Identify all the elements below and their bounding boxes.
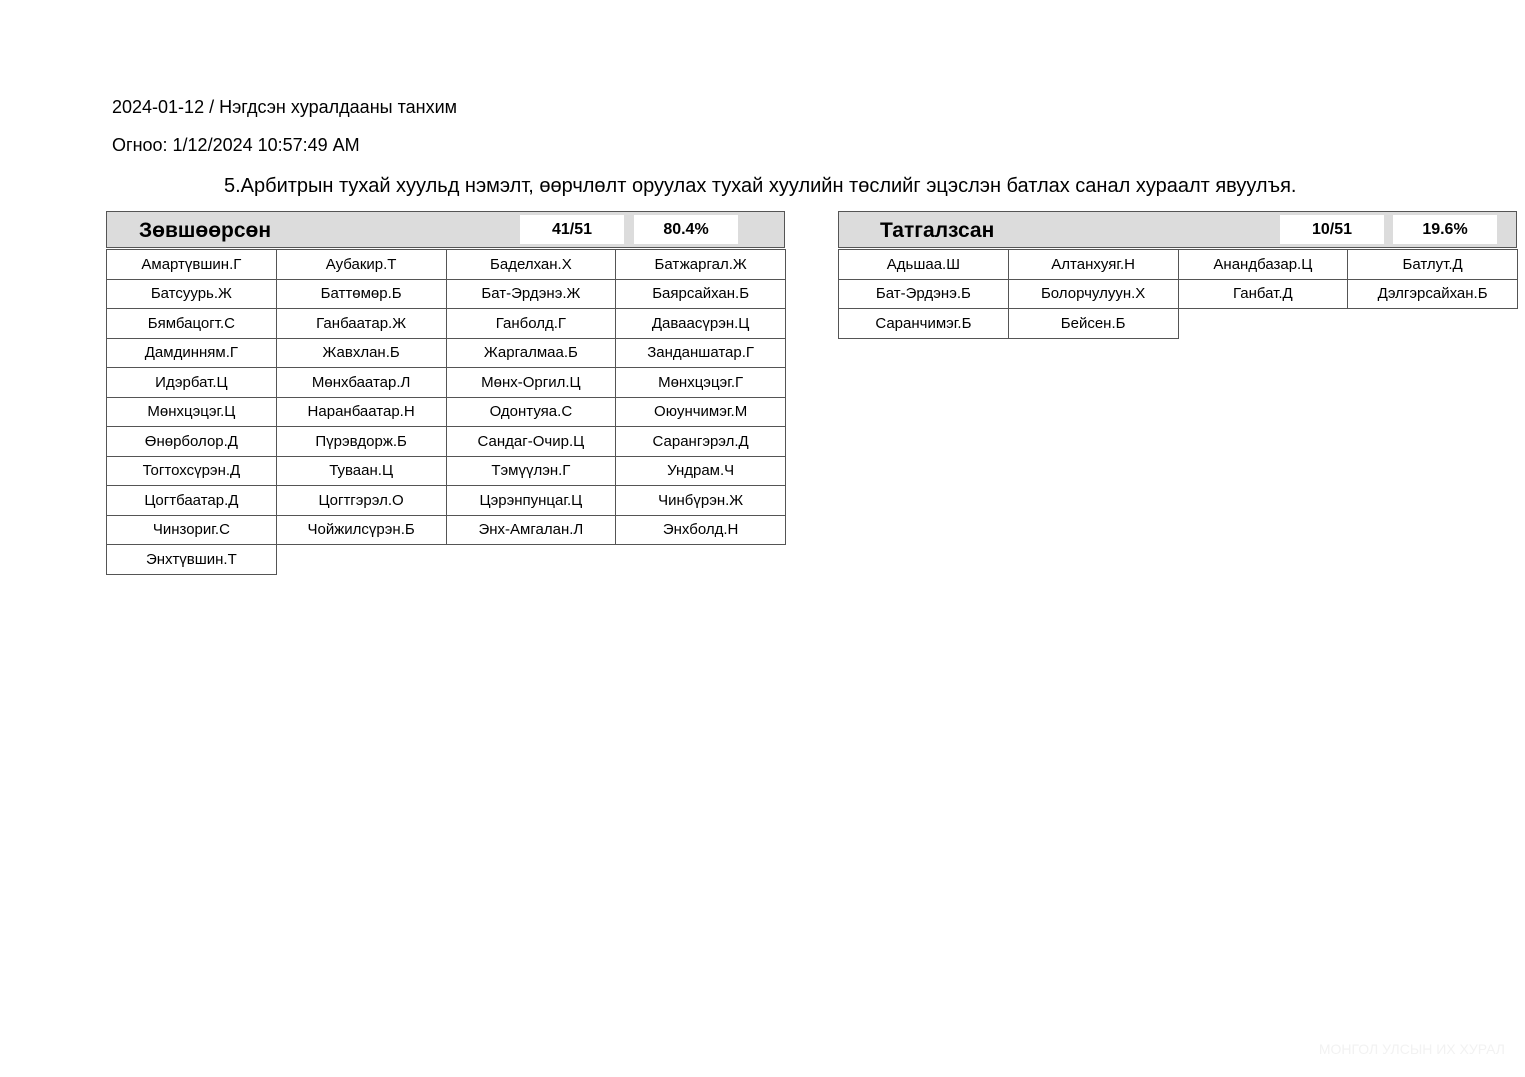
approved-name-cell: Өнөрболор.Д [106,426,277,457]
approved-name-cell: Баделхан.Х [446,249,617,280]
approved-name-cell: Сарангэрэл.Д [615,426,786,457]
approved-name-cell: Дамдинням.Г [106,338,277,369]
approved-name-cell: Тэмүүлэн.Г [446,456,617,487]
approved-name-cell: Цогтбаатар.Д [106,485,277,516]
approved-name-cell: Даваасүрэн.Ц [615,308,786,339]
rejected-name-cell: Алтанхуяг.Н [1008,249,1179,280]
approved-name-cell: Наранбаатар.Н [276,397,447,428]
approved-name-cell: Энхтүвшин.Т [106,544,277,575]
approved-name-cell: Цэрэнпунцаг.Ц [446,485,617,516]
approved-name-cell: Туваан.Ц [276,456,447,487]
approved-percent: 80.4% [634,215,738,244]
rejected-name-cell: Болорчулуун.Х [1008,279,1179,310]
approved-name-cell: Жавхлан.Б [276,338,447,369]
approved-name-cell: Занданшатар.Г [615,338,786,369]
rejected-percent: 19.6% [1393,215,1497,244]
approved-name-cell: Жаргалмаа.Б [446,338,617,369]
approved-name-cell: Ундрам.Ч [615,456,786,487]
approved-name-cell: Чинбүрэн.Ж [615,485,786,516]
approved-name-cell: Аубакир.Т [276,249,447,280]
rejected-name-cell: Ганбат.Д [1178,279,1349,310]
approved-title: Зөвшөөрсөн [139,219,272,242]
approved-name-cell: Баярсайхан.Б [615,279,786,310]
approved-name-cell: Энхболд.Н [615,515,786,546]
approved-name-cell: Амартүвшин.Г [106,249,277,280]
approved-names-grid [106,249,785,574]
approved-name-cell: Баттөмөр.Б [276,279,447,310]
approved-name-cell: Мөнхцэцэг.Г [615,367,786,398]
question-title: 5.Арбитрын тухай хуульд нэмэлт, өөрчлөлт оруулах тухай хуулийн төслийг эцэслэн батлах санал хураалт явуулъя. [224,175,1297,197]
rejected-name-cell: Бат-Эрдэнэ.Б [838,279,1009,310]
approved-name-cell: Сандаг-Очир.Ц [446,426,617,457]
approved-name-cell: Оюунчимэг.М [615,397,786,428]
approved-name-cell: Мөнх-Оргил.Ц [446,367,617,398]
approved-name-cell: Цогтгэрэл.О [276,485,447,516]
rejected-name-cell: Бейсен.Б [1008,308,1179,339]
rejected-name-cell: Дэлгэрсайхан.Б [1347,279,1518,310]
rejected-block [838,211,1517,338]
approved-name-cell: Бат-Эрдэнэ.Ж [446,279,617,310]
approved-block [106,211,785,574]
rejected-names-grid [838,249,1517,338]
approved-name-cell: Мөнхбаатар.Л [276,367,447,398]
approved-name-cell: Батсуурь.Ж [106,279,277,310]
approved-name-cell: Одонтуяа.С [446,397,617,428]
approved-name-cell: Тогтохсүрэн.Д [106,456,277,487]
approved-name-cell: Батжаргал.Ж [615,249,786,280]
approved-name-cell: Бямбацогт.С [106,308,277,339]
rejected-name-cell: Анандбазар.Ц [1178,249,1349,280]
rejected-name-cell: Адьшаа.Ш [838,249,1009,280]
approved-name-cell: Мөнхцэцэг.Ц [106,397,277,428]
approved-name-cell: Пүрэвдорж.Б [276,426,447,457]
approved-name-cell: Энх-Амгалан.Л [446,515,617,546]
session-line: 2024-01-12 / Нэгдсэн хуралдааны танхим [112,97,457,117]
approved-name-cell: Ганболд.Г [446,308,617,339]
approved-name-cell: Ганбаатар.Ж [276,308,447,339]
date-line: Огноо: 1/12/2024 10:57:49 AM [112,135,360,155]
rejected-count: 10/51 [1280,215,1384,244]
approved-name-cell: Чойжилсүрэн.Б [276,515,447,546]
approved-count: 41/51 [520,215,624,244]
rejected-header [838,211,1517,248]
rejected-name-cell: Саранчимэг.Б [838,308,1009,339]
approved-name-cell: Идэрбат.Ц [106,367,277,398]
rejected-name-cell: Батлут.Д [1347,249,1518,280]
approved-header [106,211,785,248]
rejected-title: Татгалзсан [880,219,995,242]
approved-name-cell: Чинзориг.С [106,515,277,546]
footer-watermark: МОНГОЛ УЛСЫН ИХ ХУРАЛ [1318,1041,1505,1057]
